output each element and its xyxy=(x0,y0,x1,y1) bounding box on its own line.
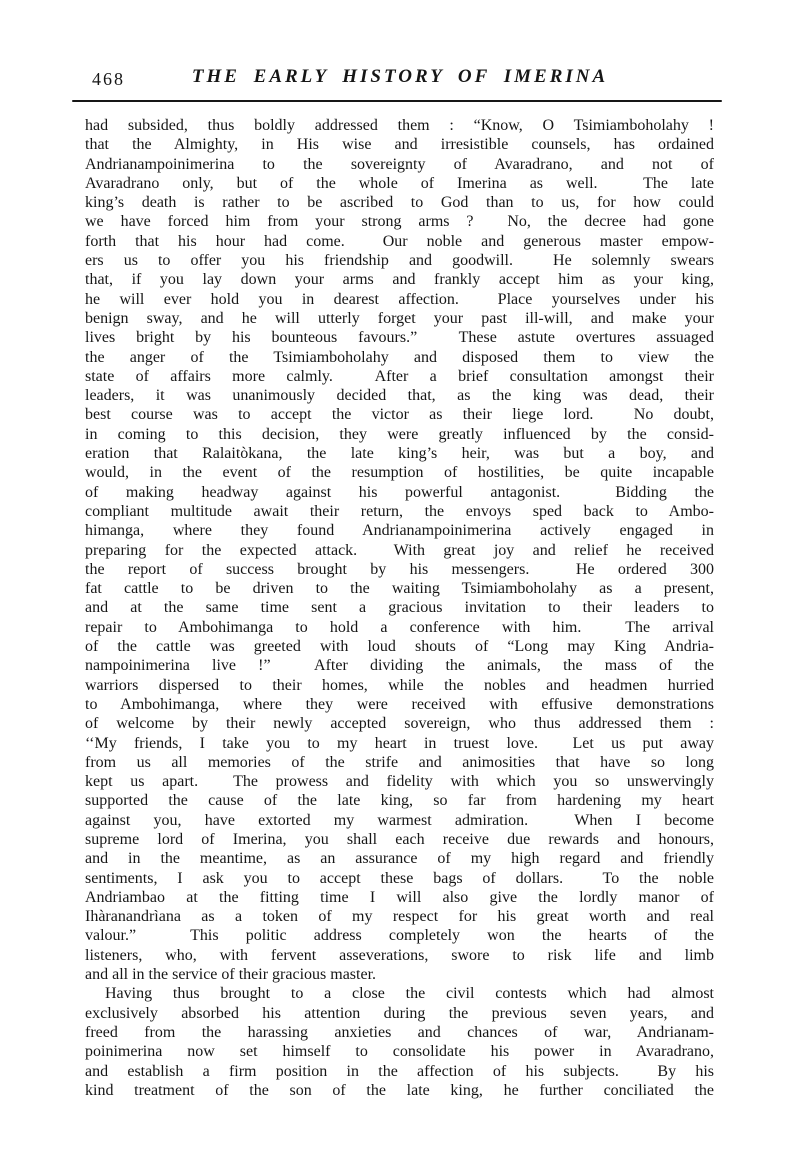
text-line: and in the meantime, as an assurance of my high regard and friendly xyxy=(85,850,714,868)
text-line: supreme lord of Imerina, you shall each receive due rewards and honours, xyxy=(85,830,714,848)
text-line: himanga, where they found Andrianampoinimerina actively engaged in xyxy=(85,522,714,540)
text-line: in coming to this decision, they were greatly influenced by the consid- xyxy=(85,425,714,443)
text-line: he will ever hold you in dearest affection. Place yourselves under his xyxy=(85,290,714,308)
text-line: leaders, it was unanimously decided that, as the king was dead, their xyxy=(85,387,714,405)
text-line: of the cattle was greeted with loud shouts of “Long may King Andria- xyxy=(85,638,714,656)
text-line: of making headway against his powerful antagonist. Bidding the xyxy=(85,483,714,501)
text-line: listeners, who, with fervent asseverations, swore to risk life and limb xyxy=(85,946,714,964)
text-line: the anger of the Tsimiamboholahy and disposed them to view the xyxy=(85,348,714,366)
text-line: that the Almighty, in His wise and irresistible counsels, has ordained xyxy=(85,136,714,154)
running-header xyxy=(85,66,715,92)
text-line: Andriambao at the fitting time I will also give the lordly manor of xyxy=(85,888,714,906)
text-line: would, in the event of the resumption of hostilities, be quite incapable xyxy=(85,464,714,482)
text-line: exclusively absorbed his attention during the previous seven years, and xyxy=(85,1004,714,1022)
text-line: kind treatment of the son of the late king, he further conciliated the xyxy=(85,1081,714,1099)
page-number: 468 xyxy=(92,69,125,89)
text-line: state of affairs more calmly. After a brief consultation amongst their xyxy=(85,367,714,385)
text-line: lives bright by his bounteous favours.” These astute overtures assuaged xyxy=(85,329,714,347)
text-line: eration that Ralaitòkana, the late king’s heir, was but a boy, and xyxy=(85,445,714,463)
text-line: best course was to accept the victor as their liege lord. No doubt, xyxy=(85,406,714,424)
text-line: preparing for the expected attack. With great joy and relief he received xyxy=(85,541,714,559)
text-line: valour.” This politic address completely won the hearts of the xyxy=(85,927,714,945)
text-line: and establish a firm position in the affection of his subjects. By his xyxy=(85,1062,714,1080)
text-line: compliant multitude await their return, the envoys sped back to Ambo- xyxy=(85,502,714,520)
text-line: and at the same time sent a gracious invitation to their leaders to xyxy=(85,599,714,617)
text-line: Andrianampoinimerina to the sovereignty of Avaradrano, and not of xyxy=(85,155,714,173)
text-line: sentiments, I ask you to accept these bags of dollars. To the noble xyxy=(85,869,714,887)
text-line: we have forced him from your strong arms ? No, the decree had gone xyxy=(85,213,714,231)
text-line: of welcome by their newly accepted sovereign, who thus addressed them : xyxy=(85,715,714,733)
text-line: Having thus brought to a close the civil contests which had almost xyxy=(105,985,714,1003)
text-line: and all in the service of their gracious master. xyxy=(85,966,377,984)
text-line: Avaradrano only, but of the whole of Imerina as well. The late xyxy=(85,174,714,192)
text-line: ers us to offer you his friendship and goodwill. He solemnly swears xyxy=(85,252,714,270)
text-line: kept us apart. The prowess and fidelity with which you so unswervingly xyxy=(85,773,714,791)
text-line: benign sway, and he will utterly forget your past ill-will, and make your xyxy=(85,309,714,327)
text-line: repair to Ambohimanga to hold a conference with him. The arrival xyxy=(85,618,714,636)
text-line: from us all memories of the strife and animosities that have so long xyxy=(85,753,714,771)
text-line: poinimerina now set himself to consolidate his power in Avaradrano, xyxy=(85,1043,714,1061)
text-line: had subsided, thus boldly addressed them : “Know, O Tsimiamboholahy ! xyxy=(85,117,714,134)
text-line: freed from the harassing anxieties and chances of war, Andrianam- xyxy=(85,1023,714,1041)
text-line: king’s death is rather to be ascribed to God than to us, for how could xyxy=(85,194,714,212)
text-line: supported the cause of the late king, so far from hardening my heart xyxy=(85,792,714,810)
text-line: the report of success brought by his messengers. He ordered 300 xyxy=(85,560,714,578)
page-title: THE EARLY HISTORY OF IMERINA xyxy=(191,66,609,87)
header-rule xyxy=(72,100,722,102)
text-line: to Ambohimanga, where they were received with effusive demonstrations xyxy=(85,695,714,713)
text-line: forth that his hour had come. Our noble and generous master empow- xyxy=(85,232,714,250)
text-line: warriors dispersed to their homes, while the nobles and headmen hurried xyxy=(85,676,714,694)
text-line: ‘‘My friends, I take you to my heart in truest love. Let us put away xyxy=(85,734,714,752)
text-line: against you, have extorted my warmest admiration. When I become xyxy=(85,811,714,829)
text-line: fat cattle to be driven to the waiting Tsimiamboholahy as a present, xyxy=(85,580,714,598)
text-line: Ihàranandrìana as a token of my respect for his great worth and real xyxy=(85,908,714,926)
text-line: nampoinimerina live !” After dividing the animals, the mass of the xyxy=(85,657,714,675)
text-line: that, if you lay down your arms and frankly accept him as your king, xyxy=(85,271,714,289)
page-body xyxy=(85,116,714,1100)
